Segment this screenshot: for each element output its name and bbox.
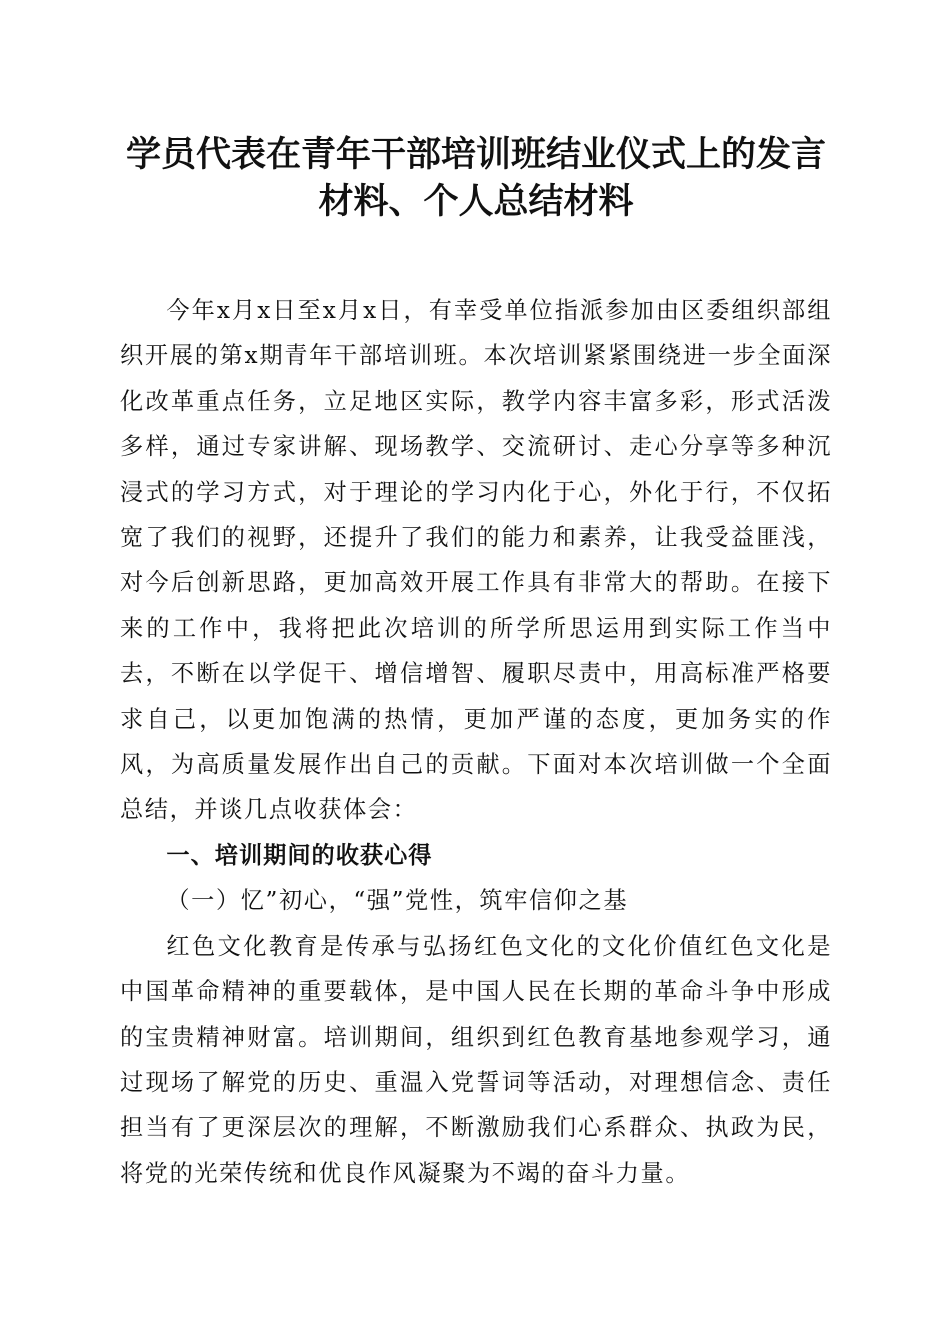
subsection-heading: （一）忆”初心，“强”党性，筑牢信仰之基 [166, 887, 629, 915]
section-heading: 一、培训期间的收获心得 [166, 841, 433, 869]
document-title [120, 132, 832, 226]
document-body [120, 288, 832, 1196]
title-line-2: 材料、个人总结材料 [318, 182, 634, 222]
paragraph-red-culture: 红色文化教育是传承与弘扬红色文化的文化价值红色文化是中国革命精神的重要载体，是中国人民在长期的革命斗争中形成的宝贵精神财富。培训期间，组织到红色教育基地参观学习，通过现场了解党的历史、重温入党誓词等活动，对理想信念、责任担当有了更深层次的理解，不断激励我们心系群众、执政为民，将党的光荣传统和优良作风凝聚为不竭的奋斗力量。 [120, 932, 832, 1187]
title-line-1: 学员代表在青年干部培训班结业仪式上的发言 [125, 135, 826, 175]
paragraph-intro: 今年x月x日至x月x日，有幸受单位指派参加由区委组织部组织开展的第x期青年干部培训班。本次培训紧紧围绕进一步全面深化改革重点任务，立足地区实际，教学内容丰富多彩，形式活泼多样，通过专家讲解、现场教学、交流研讨、走心分享等多种沉浸式的学习方式，对于理论的学习内化于心，外化于行，不仅拓宽了我们的视野，还提升了我们的能力和素养，让我受益匪浅，对今后创新思路，更加高效开展工作具有非常大的帮助。在接下来的工作中，我将把此次培训的所学所思运用到实际工作当中去，不断在以学促干、增信增智、履职尽责中，用高标准严格要求自己，以更加饱满的热情，更加严谨的态度，更加务实的作风，为高质量发展作出自己的贡献。下面对本次培训做一个全面总结，并谈几点收获体会： [120, 297, 832, 824]
document-page [120, 132, 832, 1196]
